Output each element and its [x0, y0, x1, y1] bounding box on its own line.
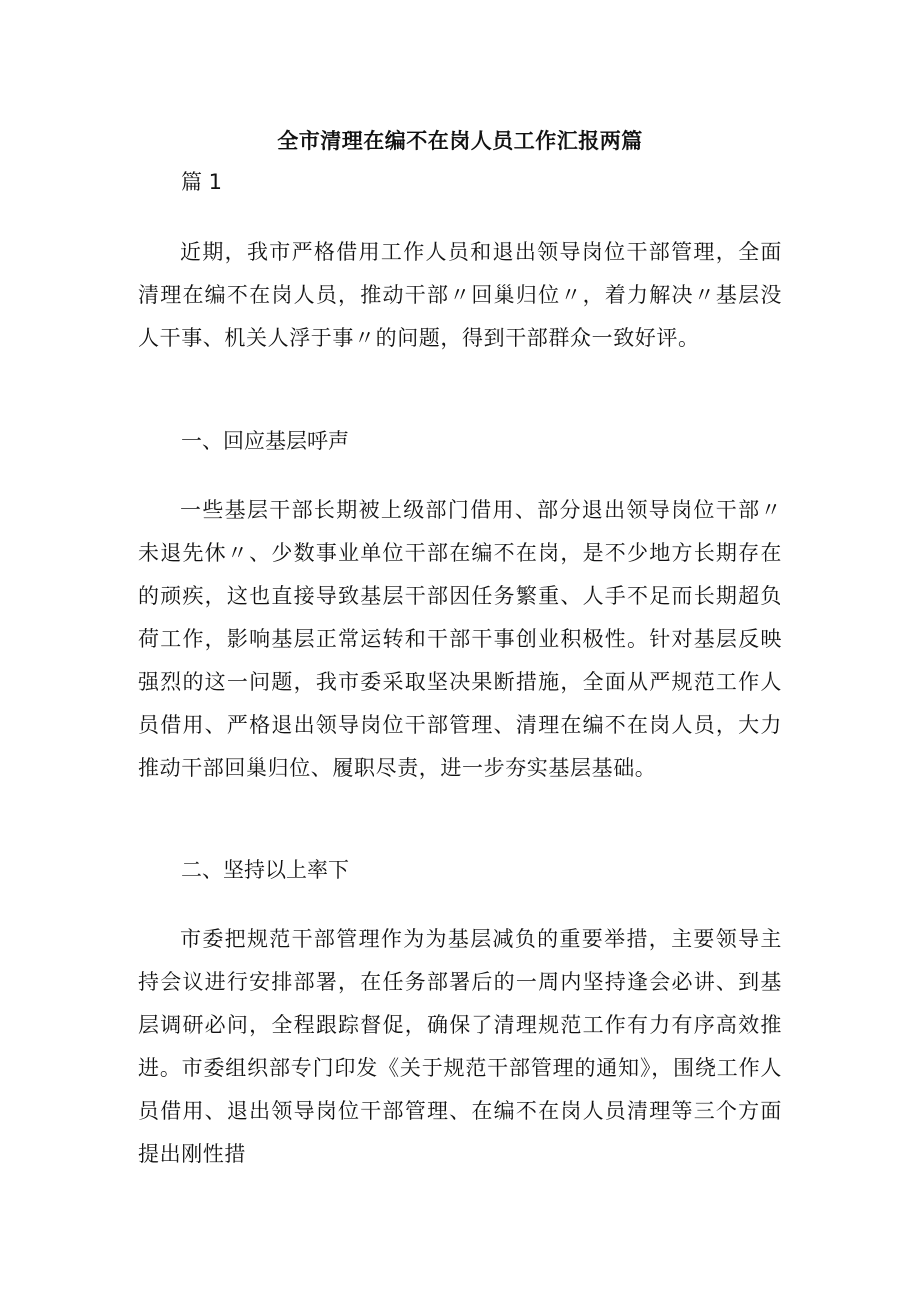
paragraph-section-1: 一些基层干部长期被上级部门借用、部分退出领导岗位干部〃未退先休〃、少数事业单位干部在编不在岗，是不少地方长期存在的顽疾，这也直接导致基层干部因任务繁重、人手不足而长期超负荷工作，影响基层正常运转和干部干事创业积极性。针对基层反映强烈的这一问题，我市委采取坚决果断措施，全面从严规范工作人员借用、严格退出领导岗位干部管理、清理在编不在岗人员，大力推动干部回巢归位、履职尽责，进一步夯实基层基础。 [138, 498, 782, 780]
section-heading-1: 一、回应基层呼声 [181, 429, 349, 453]
paragraph-section-2: 市委把规范干部管理作为为基层减负的重要举措，主要领导主持会议进行安排部署，在任务部署后的一周内坚持逢会必讲、到基层调研必问，全程跟踪督促，确保了清理规范工作有力有序高效推进。市委组织部专门印发《关于规范干部管理的通知》，围绕工作人员借用、退出领导岗位干部管理、在编不在岗人员清理等三个方面提出刚性措 [138, 927, 782, 1166]
part-label: 篇 1 [181, 170, 223, 194]
section-heading-2: 二、坚持以上率下 [181, 858, 349, 882]
paragraph-intro: 近期，我市严格借用工作人员和退出领导岗位干部管理，全面清理在编不在岗人员，推动干部〃回巢归位〃，着力解决〃基层没人干事、机关人浮于事〃的问题，得到干部群众一致好评。 [138, 240, 782, 350]
document-title: 全市清理在编不在岗人员工作汇报两篇 [277, 129, 643, 153]
